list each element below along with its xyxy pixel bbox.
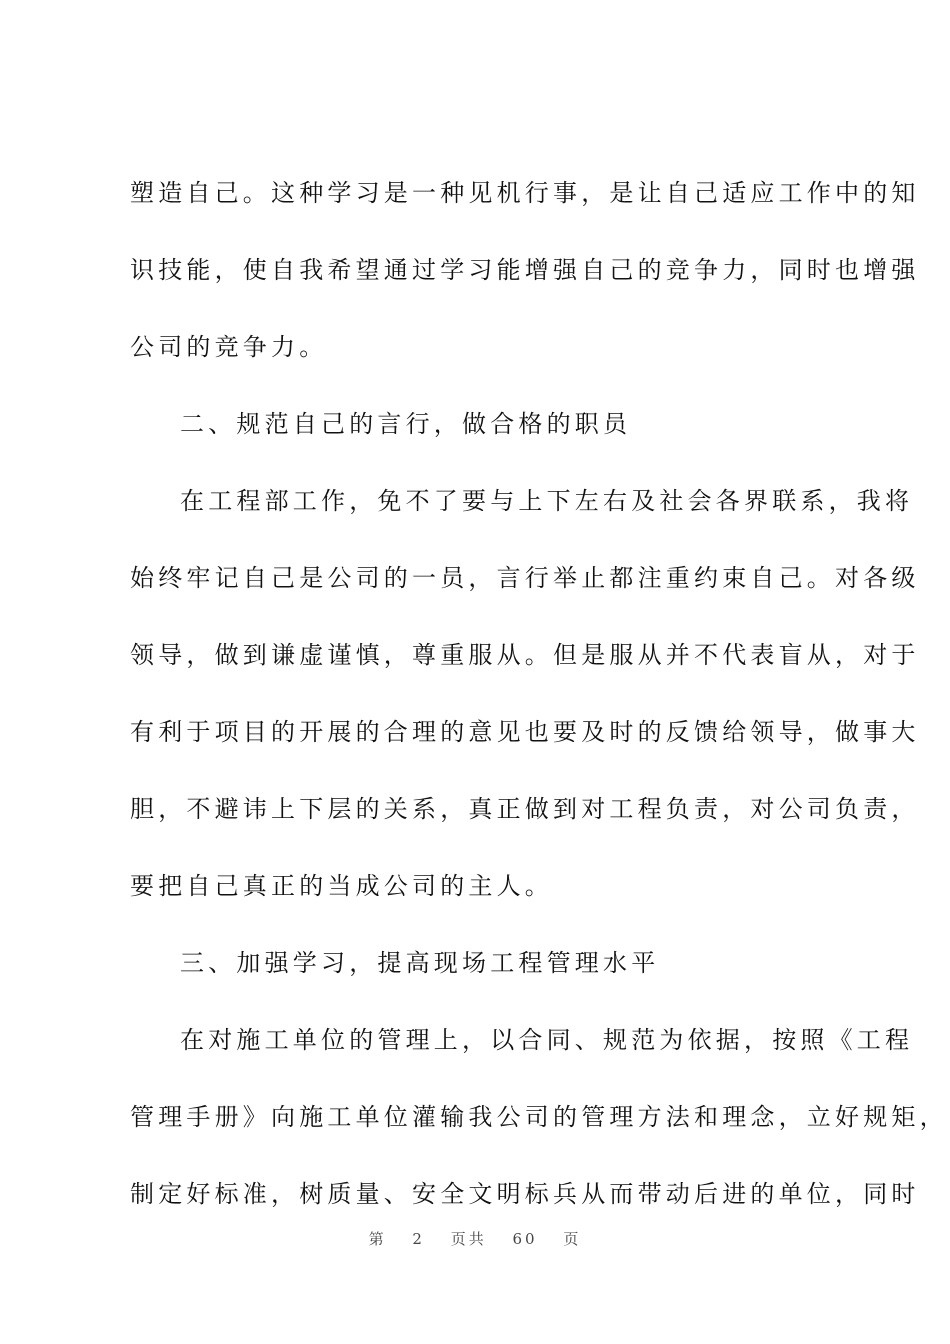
text-line-8: 有利于项目的开展的合理的意见也要及时的反馈给领导，做事大	[130, 718, 920, 746]
text-line-1: 塑造自己。这种学习是一种见机行事，是让自己适应工作中的知	[130, 179, 920, 207]
body-text	[130, 165, 948, 1243]
current-page-number: 2	[412, 1230, 425, 1248]
text-line-5: 在工程部工作，免不了要与上下左右及社会各界联系，我将	[180, 487, 914, 515]
text-line-13: 管理手册》向施工单位灌输我公司的管理方法和理念，立好规矩，	[130, 1103, 948, 1131]
text-line-6: 始终牢记自己是公司的一员，言行举止都注重约束自己。对各级	[130, 564, 920, 592]
section-heading-3: 三、加强学习，提高现场工程管理水平	[180, 949, 660, 977]
text-line-12: 在对施工单位的管理上，以合同、规范为依据，按照《工程	[180, 1026, 914, 1054]
total-pages-number: 60	[512, 1230, 538, 1248]
section-heading-2: 二、规范自己的言行，做合格的职员	[180, 410, 632, 438]
text-line-3: 公司的竞争力。	[130, 333, 328, 361]
text-line-2: 识技能，使自我希望通过学习能增强自己的竞争力，同时也增强	[130, 256, 920, 284]
page-label-mid: 页共	[450, 1230, 487, 1248]
text-line-9: 胆，不避讳上下层的关系，真正做到对工程负责，对公司负责，	[130, 795, 920, 823]
page-footer	[0, 1228, 950, 1249]
text-line-7: 领导，做到谦虚谨慎，尊重服从。但是服从并不代表盲从，对于	[130, 641, 920, 669]
text-line-10: 要把自己真正的当成公司的主人。	[130, 872, 553, 900]
page-label-prefix: 第	[368, 1230, 387, 1248]
text-line-14: 制定好标准，树质量、安全文明标兵从而带动后进的单位，同时	[130, 1180, 920, 1208]
page-label-suffix: 页	[563, 1230, 582, 1248]
